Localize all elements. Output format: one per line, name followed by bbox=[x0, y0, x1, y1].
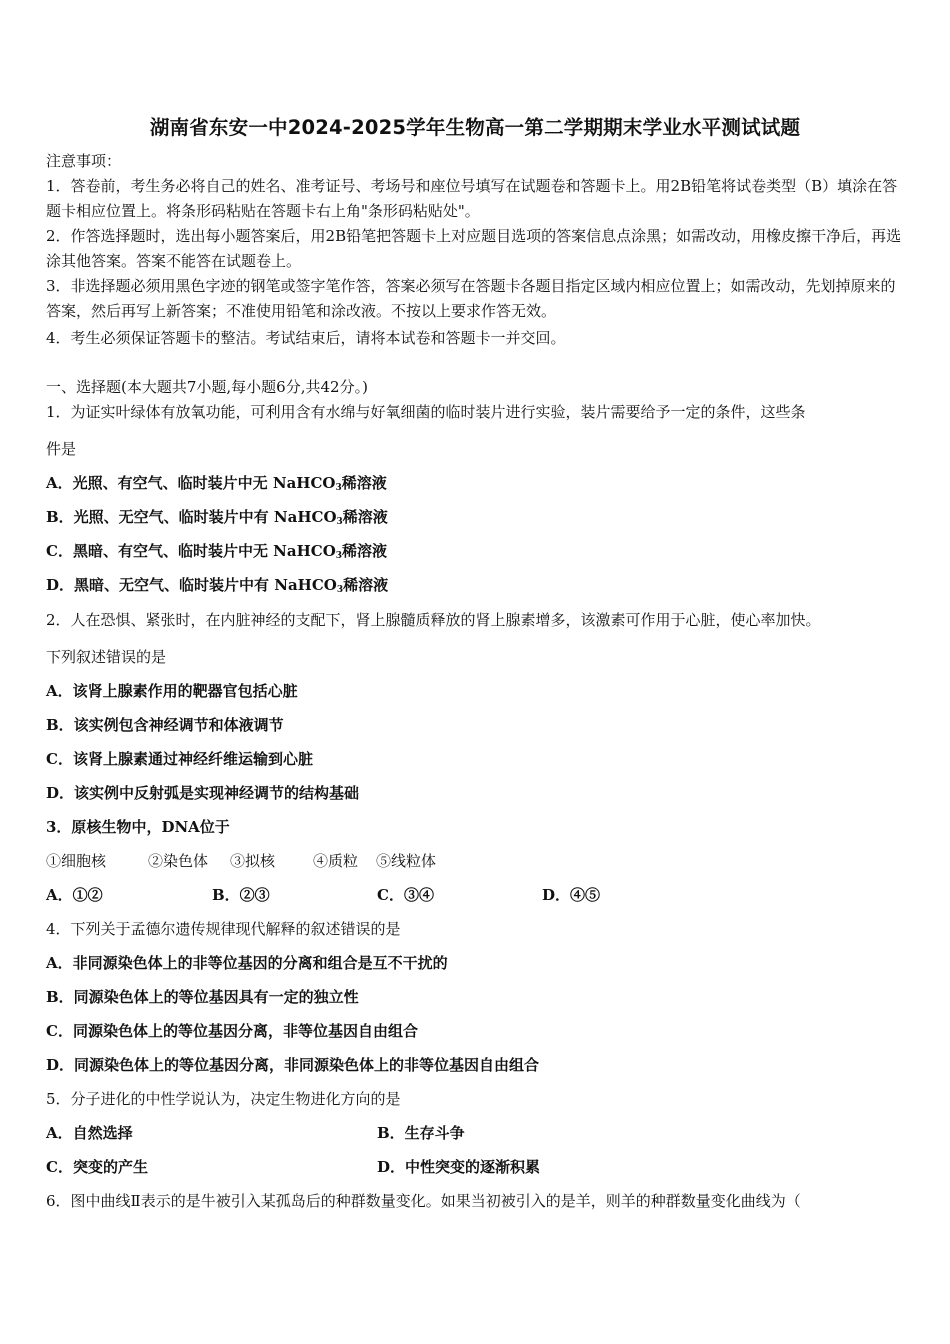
question-5-option-c[interactable]: C．突变的产生 bbox=[46, 1158, 148, 1176]
question-3-option-c[interactable]: C．③④ bbox=[377, 886, 434, 904]
question-2-option-b[interactable]: B．该实例包含神经调节和体液调节 bbox=[46, 716, 284, 734]
question-1-option-d[interactable]: D．黑暗、无空气、临时装片中有 NaHCO$_3$稀溶液 bbox=[46, 576, 389, 595]
question-6-stem: 6．图中曲线Ⅱ表示的是牛被引入某孤岛后的种群数量变化。如果当初被引入的是羊，则羊的种群数量变化曲线为（ bbox=[46, 1192, 801, 1210]
question-1-stem: 1．为证实叶绿体有放氧功能，可利用含有水绵与好氧细菌的临时装片进行实验，装片需要给予一定的条件，这些条 bbox=[46, 403, 806, 421]
question-3-option-d[interactable]: D．④⑤ bbox=[542, 886, 601, 904]
question-3-stem: 3．原核生物中，DNA位于 bbox=[46, 818, 230, 836]
notice-item: 2．作答选择题时，选出每小题答案后，用2B铅笔把答题卡上对应题目选项的答案信息点涂黑；如需改动，用橡皮擦干净后，再选涂其他答案。答案不能答在试题卷上。 bbox=[46, 227, 902, 270]
notice-heading: 注意事项： bbox=[46, 152, 122, 170]
question-5-stem: 5．分子进化的中性学说认为，决定生物进化方向的是 bbox=[46, 1090, 401, 1108]
question-5-option-a[interactable]: A．自然选择 bbox=[46, 1124, 133, 1142]
question-1-option-b[interactable]: B．光照、无空气、临时装片中有 NaHCO$_3$稀溶液 bbox=[46, 508, 388, 527]
question-2-stem: 2．人在恐惧、紧张时，在内脏神经的支配下，肾上腺髓质释放的肾上腺素增多，该激素可作用于心脏，使心率加快。 bbox=[46, 611, 821, 629]
question-3-item: ②染色体 bbox=[148, 852, 209, 870]
question-2-option-c[interactable]: C．该肾上腺素通过神经纤维运输到心脏 bbox=[46, 750, 313, 768]
notice-item: 1．答卷前，考生务必将自己的姓名、准考证号、考场号和座位号填写在试题卷和答题卡上。用2B铅笔将试卷类型（B）填涂在答题卡相应位置上。将条形码粘贴在答题卡右上角"条形码粘贴处"。 bbox=[46, 177, 898, 220]
question-3-item: ③拟核 bbox=[230, 852, 276, 870]
question-3-item: ⑤线粒体 bbox=[376, 852, 437, 870]
question-5-option-d[interactable]: D．中性突变的逐渐积累 bbox=[377, 1158, 541, 1176]
question-1-option-c[interactable]: C．黑暗、有空气、临时装片中无 NaHCO$_3$稀溶液 bbox=[46, 542, 388, 561]
question-3-item: ④质粒 bbox=[313, 852, 359, 870]
question-4-option-d[interactable]: D．同源染色体上的等位基因分离，非同源染色体上的非等位基因自由组合 bbox=[46, 1056, 540, 1074]
question-4-stem: 4．下列关于孟德尔遗传规律现代解释的叙述错误的是 bbox=[46, 920, 401, 938]
notice-item: 3．非选择题必须用黑色字迹的钢笔或签字笔作答，答案必须写在答题卡各题目指定区域内相应位置上；如需改动，先划掉原来的答案，然后再写上新答案；不准使用铅笔和涂改液。不按以上要求作答无效。 bbox=[46, 277, 896, 320]
question-2-option-a[interactable]: A．该肾上腺素作用的靶器官包括心脏 bbox=[46, 682, 298, 700]
question-1-option-a[interactable]: A．光照、有空气、临时装片中无 NaHCO$_3$稀溶液 bbox=[46, 474, 387, 493]
question-5-option-b[interactable]: B．生存斗争 bbox=[377, 1124, 465, 1142]
question-4-option-a[interactable]: A．非同源染色体上的非等位基因的分离和组合是互不干扰的 bbox=[46, 954, 448, 972]
question-1-stem-cont: 件是 bbox=[46, 440, 77, 458]
question-2-option-d[interactable]: D．该实例中反射弧是实现神经调节的结构基础 bbox=[46, 784, 360, 802]
question-3-option-b[interactable]: B．②③ bbox=[212, 886, 270, 904]
question-3-option-a[interactable]: A．①② bbox=[46, 886, 103, 904]
question-3-item: ①细胞核 bbox=[46, 852, 107, 870]
question-4-option-b[interactable]: B．同源染色体上的等位基因具有一定的独立性 bbox=[46, 988, 359, 1006]
question-2-stem-cont: 下列叙述错误的是 bbox=[46, 648, 167, 666]
page-title: 湖南省东安一中2024-2025学年生物高一第二学期期末学业水平测试试题 bbox=[149, 116, 801, 139]
section-heading: 一、选择题(本大题共7小题,每小题6分,共42分。) bbox=[46, 378, 368, 396]
notice-item: 4．考生必须保证答题卡的整洁。考试结束后，请将本试卷和答题卡一并交回。 bbox=[46, 329, 566, 347]
question-4-option-c[interactable]: C．同源染色体上的等位基因分离，非等位基因自由组合 bbox=[46, 1022, 418, 1040]
